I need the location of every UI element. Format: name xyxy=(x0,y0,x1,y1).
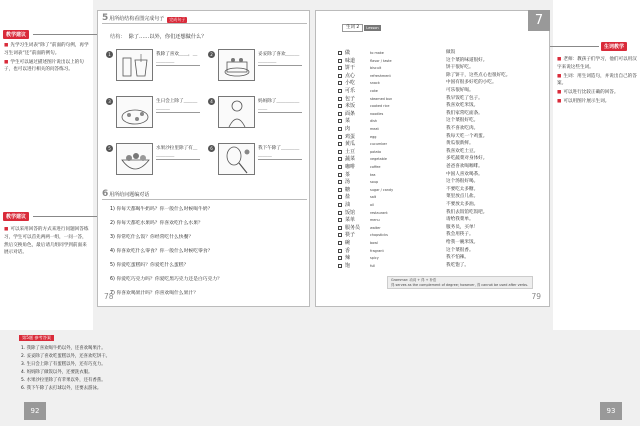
vocab-checkbox[interactable] xyxy=(338,59,342,63)
grammar-note: Grammar: 动词 + 得 + 补语 得 serves as the complement of degree; however, 得 cannot be used after verbs. xyxy=(387,276,533,289)
vocab-english: bowl xyxy=(370,241,378,245)
fruit-salad-illustration xyxy=(116,143,153,175)
vocab-checkbox[interactable] xyxy=(338,66,342,70)
vocab-example: 不要放太多油。 xyxy=(446,202,479,207)
vocab-checkbox[interactable] xyxy=(338,218,342,222)
vocab-checkbox[interactable] xyxy=(338,127,342,131)
mother-cooking-illustration xyxy=(218,96,255,128)
vocab-checkbox[interactable] xyxy=(338,51,342,55)
right-teacher-notes xyxy=(553,0,640,330)
vocab-english: noodles xyxy=(370,111,384,116)
answer-key xyxy=(17,335,622,415)
vocab-english: vegetable xyxy=(370,157,387,162)
vocab-word: 菜 xyxy=(345,118,351,125)
exercise-item-6: 6 我下午除了＿＿＿＿＿＿＿ xyxy=(208,143,303,180)
vocab-example: 我们家常吃面条。 xyxy=(446,110,483,116)
vocab-example: 我不喜欢吃肉。 xyxy=(446,126,479,131)
teaching-tip-1: ■ 先学习生词表“除了”前面的句例，再学习生词表“还”前面的例句。 ■ 学生可以通过描述图片说出以上的句子，也可以进行相关的问答练习。 xyxy=(4,43,89,73)
vocab-word: 筷子 xyxy=(345,232,356,239)
vocab-word: 咖啡 xyxy=(345,164,356,170)
answer-blank[interactable]: 我下午除了＿＿＿＿＿＿＿ xyxy=(258,145,302,160)
dialog-question-3: 3) 你常吃什么饭？你经常吃什么快餐？ xyxy=(110,235,194,240)
vocab-word: 糖 xyxy=(345,186,351,193)
vocab-tip: ■ 老师：教孩子们学习，他们可以用汉字来说这些生词。 ■ 生词：用生词造句，并说出自己的答案。 ■ 可以进行比较正确的回答。 ■ 可以用图片展示生词。 xyxy=(557,57,637,104)
vocab-checkbox[interactable] xyxy=(338,226,342,230)
dialog-question-5: 5) 你爱吃蛋糕吗？你爱吃什么蛋糕？ xyxy=(110,263,189,268)
answer-blank[interactable]: 妈妈除了＿＿＿＿＿＿＿ xyxy=(258,98,302,113)
dialog-question-6: 6) 你爱吃巧克力吗？你爱吃黑巧克力还是白巧克力？ xyxy=(110,277,222,282)
lesson-number: 7 xyxy=(528,10,550,31)
vocab-word: 土豆 xyxy=(345,148,356,155)
vocab-word: 黄瓜 xyxy=(345,141,356,148)
vocab-example: 多吃蔬菜对身体好。 xyxy=(446,156,488,162)
tennis-racket-illustration xyxy=(218,143,255,175)
vocab-word: 饱 xyxy=(345,262,351,269)
vocab-word: 鸡蛋 xyxy=(345,133,356,140)
vocab-example: 黄瓜很新鲜。 xyxy=(446,141,474,147)
teaching-tip-tag-1: 教学建议 xyxy=(3,30,29,39)
vocab-word: 汤 xyxy=(345,179,351,186)
vocab-word: 包子 xyxy=(345,95,356,102)
vocab-english: menu xyxy=(370,218,380,223)
vocab-checkbox[interactable] xyxy=(338,233,342,237)
vocab-word: 蔬菜 xyxy=(345,156,356,163)
student-page-right xyxy=(315,10,550,307)
vocab-word: 米饭 xyxy=(345,103,356,110)
vocab-word: 味道 xyxy=(345,57,356,64)
vocab-english: chopsticks xyxy=(370,233,388,238)
vocab-word: 饭馆 xyxy=(345,209,356,216)
vocab-tip-tag: 生词教学 xyxy=(601,42,627,51)
vocab-english: biscuit xyxy=(370,66,382,71)
vocab-english: spicy xyxy=(370,256,379,261)
vocab-english: salt xyxy=(370,195,377,200)
callout-line xyxy=(33,34,97,35)
vocab-english: fragrant xyxy=(370,248,384,253)
vocab-checkbox[interactable] xyxy=(338,142,342,146)
exercise-item-1: 1 我除了喜欢＿＿，＿＿＿＿＿ xyxy=(106,49,201,86)
answer-line: 5. 水果沙拉里除了有苹果以外，还有香蕉。 xyxy=(21,378,106,383)
vocab-word: 辣 xyxy=(345,255,351,262)
vocab-example: 我不怕辣。 xyxy=(446,255,469,261)
vocab-checkbox[interactable] xyxy=(338,241,342,245)
vocab-checkbox[interactable] xyxy=(338,180,342,184)
callout-line xyxy=(549,46,599,47)
vocab-example: 给我一碗米饭。 xyxy=(446,240,479,245)
vocab-word: 可乐 xyxy=(345,88,356,94)
vocab-english: coffee xyxy=(370,165,381,169)
vocab-checkbox[interactable] xyxy=(338,97,342,101)
vocab-english: egg xyxy=(370,134,377,139)
vocab-example: 我们去饭馆吃饭吧。 xyxy=(446,209,488,215)
answer-blank[interactable]: 生日会上除了＿＿＿＿＿＿ xyxy=(156,98,200,113)
vocab-example: 这个菜很好吃。 xyxy=(446,118,479,124)
vocab-example: 中国有很多好吃的小吃。 xyxy=(446,80,497,86)
vocab-row xyxy=(338,262,538,270)
vocab-checkbox[interactable] xyxy=(338,203,342,207)
teaching-tip-tag-2: 教学建议 xyxy=(3,212,29,221)
vocab-example: 我喜欢吃土豆。 xyxy=(446,148,479,154)
answer-blank[interactable]: 我除了喜欢＿＿，＿＿＿＿＿ xyxy=(156,51,200,66)
vocab-checkbox[interactable] xyxy=(338,211,342,215)
vocab-checkbox[interactable] xyxy=(338,195,342,199)
cake-illustration xyxy=(218,49,255,81)
vocab-english: meat xyxy=(370,127,379,131)
vocab-example: 我会用筷子。 xyxy=(446,232,474,238)
vocab-english: oil xyxy=(370,203,374,207)
vocab-example: 菜里放点儿盐。 xyxy=(446,194,479,200)
vocab-english: refreshment xyxy=(370,73,391,78)
vocab-tab: 生词 2 Lesson xyxy=(342,24,381,32)
vocab-checkbox[interactable] xyxy=(338,173,342,177)
vocab-word: 小吃 xyxy=(345,80,356,87)
vocab-word: 做 xyxy=(345,50,351,56)
vocab-english: coke xyxy=(370,89,378,93)
vocab-english: waiter xyxy=(370,225,381,230)
vocab-example: 我早饭吃了包子。 xyxy=(446,95,483,101)
vocab-checkbox[interactable] xyxy=(338,112,342,116)
answer-blank[interactable]: 水果沙拉里除了有＿＿＿＿＿ xyxy=(156,145,200,160)
teaching-tip-2: ■ 可以采用回答的方式来进行问题回答练习，学生可以首先两两一组，一问一答，然后交换角色，最后请几组同学到前面来展示对话。 xyxy=(4,227,89,256)
vocab-word: 菜单 xyxy=(345,217,356,224)
vocab-word: 香 xyxy=(345,247,351,254)
section-6-header: 6 用所给问题编对话 xyxy=(102,191,307,200)
vocab-english: tea xyxy=(370,172,376,177)
vocab-example: 我喜欢吃米饭。 xyxy=(446,103,479,109)
exercise-prompt: 结构： 除了……以外，你们还想做什么？ xyxy=(110,34,207,40)
vocab-example: 爸爸喜欢喝咖啡。 xyxy=(446,164,483,169)
vocab-english: steamed bun xyxy=(370,96,393,101)
vocab-checkbox[interactable] xyxy=(338,188,342,192)
vocab-checkbox[interactable] xyxy=(338,256,342,260)
vocab-english: to make xyxy=(370,51,384,55)
birthday-party-illustration xyxy=(116,96,153,128)
answer-line: 6. 我下午除了去打球以外，还要去游泳。 xyxy=(21,386,102,391)
exercise-item-5: 5 水果沙拉里除了有＿＿＿＿＿ xyxy=(106,143,201,180)
exercise-item-3: 3 生日会上除了＿＿＿＿＿＿ xyxy=(106,96,201,133)
page-number-right: 93 xyxy=(600,402,622,420)
vocab-example: 这个汤很好喝。 xyxy=(446,179,479,185)
vocab-english: soup xyxy=(370,180,379,185)
vocab-checkbox[interactable] xyxy=(338,119,342,123)
vocab-checkbox[interactable] xyxy=(338,89,342,93)
vocab-word: 饼干 xyxy=(345,65,356,72)
vocab-english: potato xyxy=(370,149,382,154)
vocab-english: flavor / taste xyxy=(370,58,392,63)
vocab-example: 我每天吃一个鸡蛋。 xyxy=(446,133,488,139)
vocab-example: 中国人喜欢喝茶。 xyxy=(446,171,483,177)
vocab-english: sugar / candy xyxy=(370,187,394,192)
exercise-item-4: 4 妈妈除了＿＿＿＿＿＿＿ xyxy=(208,96,303,133)
answer-line: 2. 妥妥除了喜欢吃蛋糕以外，还喜欢吃饼干。 xyxy=(21,354,111,359)
left-teacher-notes xyxy=(0,0,93,330)
vocab-example: 除了饼干，这些点心也很好吃。 xyxy=(446,72,511,78)
vocab-word: 盐 xyxy=(345,194,351,201)
vocab-word: 点心 xyxy=(345,72,356,79)
folio-left: 78 xyxy=(104,292,114,301)
vocab-example: 不要吃太多糖。 xyxy=(446,186,479,192)
vocab-checkbox[interactable] xyxy=(338,104,342,108)
vocab-example: 做饭 xyxy=(446,50,456,55)
vocab-checkbox[interactable] xyxy=(338,157,342,161)
vocab-checkbox[interactable] xyxy=(338,249,342,253)
dialog-question-2: 2) 你每天都吃水果吗？你喜欢吃什么水果？ xyxy=(110,221,203,226)
vocab-checkbox[interactable] xyxy=(338,150,342,154)
vocab-english: snack xyxy=(370,81,380,86)
answer-blank[interactable]: 妥妥除了喜欢＿＿＿＿＿＿＿ xyxy=(258,51,302,66)
vocab-word: 茶 xyxy=(345,171,351,178)
answer-line: 4. 妈妈除了做饭以外，还要洗衣服。 xyxy=(21,370,93,375)
milk-drink-illustration xyxy=(116,49,153,81)
exercise-item-2: 2 妥妥除了喜欢＿＿＿＿＿＿＿ xyxy=(208,49,303,86)
vocab-english: full xyxy=(370,263,376,268)
student-page-left xyxy=(97,10,310,307)
vocab-checkbox[interactable] xyxy=(338,135,342,139)
vocab-example: 这个菜很香。 xyxy=(446,247,474,253)
vocab-example: 请给我菜单。 xyxy=(446,217,474,223)
vocab-example: 我吃饱了。 xyxy=(446,262,469,268)
answer-line: 1. 我除了喜欢喝牛奶以外，还喜欢喝果汁。 xyxy=(21,346,106,351)
answer-key-tag: 第5题 参考答案 xyxy=(19,335,54,341)
vocab-word: 肉 xyxy=(345,126,351,132)
vocab-word: 面条 xyxy=(345,110,356,117)
vocab-english: restaurant xyxy=(370,210,388,215)
vocab-checkbox[interactable] xyxy=(338,264,342,268)
vocab-checkbox[interactable] xyxy=(338,74,342,78)
callout-line xyxy=(33,216,97,217)
vocab-english: dish xyxy=(370,119,378,124)
vocab-checkbox[interactable] xyxy=(338,165,342,169)
answer-line: 3. 生日会上除了有蛋糕以外，还有巧克力。 xyxy=(21,362,106,367)
vocab-english: cooked rice xyxy=(370,104,390,109)
vocab-word: 碗 xyxy=(345,240,351,246)
vocab-word: 油 xyxy=(345,202,351,208)
vocab-english: cucumber xyxy=(370,142,387,147)
vocab-example: 这个菜的味道很好。 xyxy=(446,57,488,63)
folio-right: 79 xyxy=(531,292,541,301)
vocab-example: 饼干很好吃。 xyxy=(446,65,474,71)
dialog-question-7: 7) 你喜欢喝果汁吗？你喜欢喝什么果汁？ xyxy=(110,291,198,296)
vocab-checkbox[interactable] xyxy=(338,81,342,85)
vocab-example: 服务员，买单！ xyxy=(446,224,479,230)
dialog-question-4: 4) 你喜欢吃什么零食？你一般什么时候吃零食？ xyxy=(110,249,213,254)
section-5-header: 5 用所给结构看图完成句子 完成句子 xyxy=(102,15,307,24)
dialog-question-1: 1) 你每天都喝牛奶吗？你一般什么时候喝牛奶？ xyxy=(110,207,213,212)
vocab-word: 服务员 xyxy=(345,224,361,231)
vocab-example: 可乐很好喝。 xyxy=(446,88,474,93)
page-number-left: 92 xyxy=(24,402,46,420)
